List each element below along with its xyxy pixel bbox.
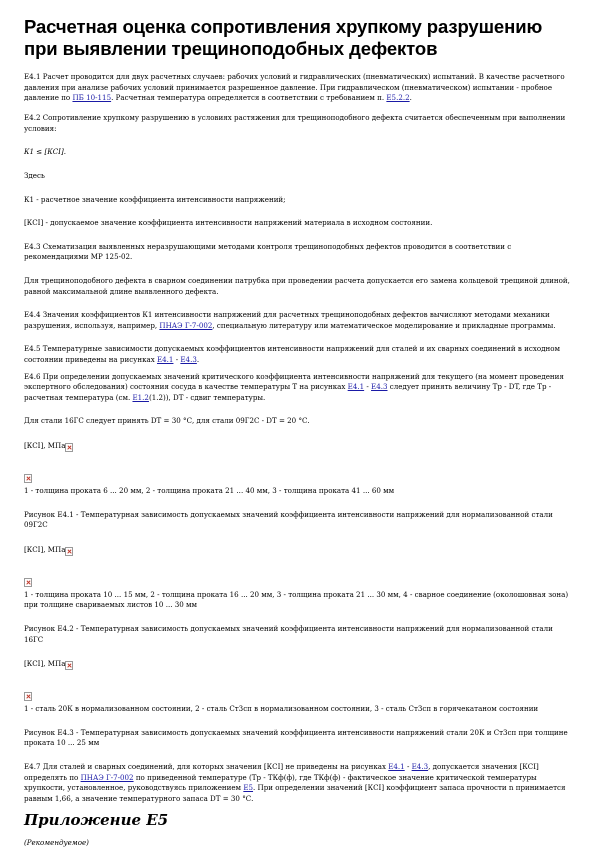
- paragraph-e4-3: Е4.3 Схематизация выявленных неразрушающими методами контроля трещиноподобных дефектов проводится в соответствии с рекомендациями МР 125-02.: [24, 241, 512, 262]
- link-e1-2[interactable]: Е1.2: [132, 392, 149, 402]
- text: Е4.4 Значения коэффициентов К1 интенсивности напряжений для расчетных трещиноподобных дефектов вычисляют методами механики разрушения, используя, например,: [24, 310, 550, 330]
- y-axis-label: [КСI], МПа: [24, 659, 66, 669]
- paragraph-delta-t: Для стали 16ГС следует принять DT = 30 °С, для стали 09Г2С - DT = 20 °С.: [24, 416, 310, 426]
- figure-3-image: [24, 682, 572, 694]
- figure-3-legend: 1 - сталь 20К в нормализованном состоянии, 2 - сталь Ст3сп в нормализованном состоянии, 3 - сталь Ст3сп в горячекатаном состоянии: [24, 704, 539, 714]
- document-page: [24, 16, 572, 858]
- text: . Расчетная температура определяется в соответствии с требованием п.: [111, 93, 387, 103]
- text: .: [409, 93, 412, 103]
- link-e5-2-2[interactable]: Е5.2.2: [386, 93, 410, 103]
- paragraph-e4-2: Е4.2 Сопротивление хрупкому разрушению в условиях растяжения для трещиноподобного дефекта считается обеспеченным при выполнении условия:: [24, 113, 566, 133]
- broken-image-icon: [24, 474, 32, 483]
- text: .: [196, 355, 200, 364]
- broken-image-icon: [24, 578, 32, 587]
- paragraph-defect-replacement: Для трещиноподобного дефекта в сварном соединении патрубка при проведении расчета допускается его замена кольцевой трещиной длиной, равной максимальной длине выявленного дефекта.: [24, 276, 570, 296]
- figure-1-caption: Рисунок Е4.1 - Температурная зависимость допускаемых значений коэффициента интенсивности напряжений для нормализованной стали 09Г2С: [24, 509, 553, 530]
- text: (1.2)), DT - сдвиг температуры.: [148, 392, 266, 402]
- broken-image-icon: [65, 661, 73, 670]
- figure-2-image: [24, 568, 572, 580]
- text: , специальную литературу или математическое моделирование и прикладные программы.: [212, 320, 556, 330]
- link-e5[interactable]: Е5: [243, 783, 254, 793]
- link-pnae-g-7-002[interactable]: ПНАЭ Г-7-002: [80, 772, 134, 782]
- link-pb-10-115[interactable]: ПБ 10-115: [72, 93, 112, 103]
- paragraph-e4-7: [24, 762, 572, 804]
- text: -: [173, 355, 181, 364]
- broken-image-icon: [24, 692, 32, 701]
- text: -: [404, 761, 412, 771]
- link-e4-3[interactable]: Е4.3: [180, 355, 197, 364]
- text: Е4.5 Температурные зависимости допускаемых коэффициентов интенсивности напряжений для сталей и их сварных соединений в исходном состоянии приведены на рисунках: [24, 344, 560, 364]
- text: по приведенной температуре (Тр - ТКф(ф), где ТКф(ф) - фактическое значение критической температуры хрупкости, установленное, руководствуясь приложением: [24, 772, 537, 793]
- text: . При определении значений [КСI] коэффициент запаса прочности n принимается равным 1,66, а значение температурного запаса DT = 30 °С.: [24, 783, 566, 803]
- link-e4-1[interactable]: Е4.1: [347, 382, 365, 392]
- figure-2-axis-label: [24, 544, 572, 556]
- appendix-note: (Рекомендуемое): [24, 838, 89, 848]
- figure-2-caption: Рисунок Е4.2 - Температурная зависимость допускаемых значений коэффициента интенсивности напряжений для нормализованной стали 16ГС: [24, 623, 553, 644]
- appendix-title: Приложение Е5: [24, 811, 169, 830]
- figure-3-axis-label: [24, 658, 572, 670]
- paragraph-e4-4: [24, 310, 572, 331]
- paragraph-e4-1: [24, 72, 572, 104]
- text: -: [364, 382, 372, 392]
- link-e4-3[interactable]: Е4.3: [371, 382, 388, 392]
- text: Е4.7 Для сталей и сварных соединений, для которых значения [КСI] не приведены на рисунках: [24, 761, 389, 771]
- broken-image-icon: [65, 547, 73, 556]
- broken-image-icon: [65, 443, 73, 452]
- where-label: Здесь: [24, 171, 45, 181]
- definition-k1: К1 - расчетное значение коэффициента интенсивности напряжений;: [24, 194, 286, 204]
- link-e4-1[interactable]: Е4.1: [156, 355, 174, 364]
- text: следует принять величину Тр - DT, где Тр - расчетная температура (см.: [24, 382, 552, 402]
- figure-2-legend: 1 - толщина проката 10 ... 15 мм, 2 - толщина проката 16 ... 20 мм, 3 - толщина проката 21 ... 30 мм, 4 - сварное соединение (околошовная зона) при толщине свариваемых листов 10 ... 30 мм: [24, 589, 569, 610]
- formula-condition: К1 ≤ [КСI].: [24, 147, 66, 157]
- text: , допускается значения [КСI] определять по: [24, 761, 539, 782]
- figure-1-legend: 1 - толщина проката 6 ... 20 мм, 2 - толщина проката 21 ... 40 мм, 3 - толщина проката 41 ... 60 мм: [24, 485, 395, 495]
- link-pnae-g-7-002[interactable]: ПНАЭ Г-7-002: [159, 320, 213, 330]
- text: Е4.6 При определении допускаемых значений критического коэффициента интенсивности напряжений для текущего (на момент проведения экспертного обследования) состояния сосуда в качестве температуры Т на рисунках: [24, 371, 564, 392]
- figure-1-image: [24, 464, 572, 476]
- link-e4-3[interactable]: Е4.3: [411, 761, 429, 771]
- link-e4-1[interactable]: Е4.1: [388, 761, 405, 771]
- text: Е4.1 Расчет проводится для двух расчетных случаев: рабочих условий и гидравлических (пневматических) испытаний. В качестве расчетного давления при анализе рабочих условий принимается разрешенное давление. При гидравлическом (пневматическом) испытании - пробное давление по: [24, 72, 565, 103]
- figure-3-caption: Рисунок Е4.3 - Температурная зависимость допускаемых значений коэффициента интенсивности напряжений стали 20К и Ст3сп при толщине проката 10 ... 25 мм: [24, 727, 568, 748]
- paragraph-e4-5: [24, 344, 572, 365]
- y-axis-label: [КСI], МПа: [24, 544, 66, 554]
- figure-1-axis-label: [24, 440, 572, 452]
- definition-kci: [КСI] - допускаемое значение коэффициента интенсивности напряжений материала в исходном состоянии.: [24, 218, 433, 228]
- page-title: Расчетная оценка сопротивления хрупкому разрушению при выявлении трещиноподобных дефектов: [24, 16, 543, 59]
- paragraph-e4-6: [24, 372, 572, 404]
- y-axis-label: [КСI], МПа: [24, 440, 66, 450]
